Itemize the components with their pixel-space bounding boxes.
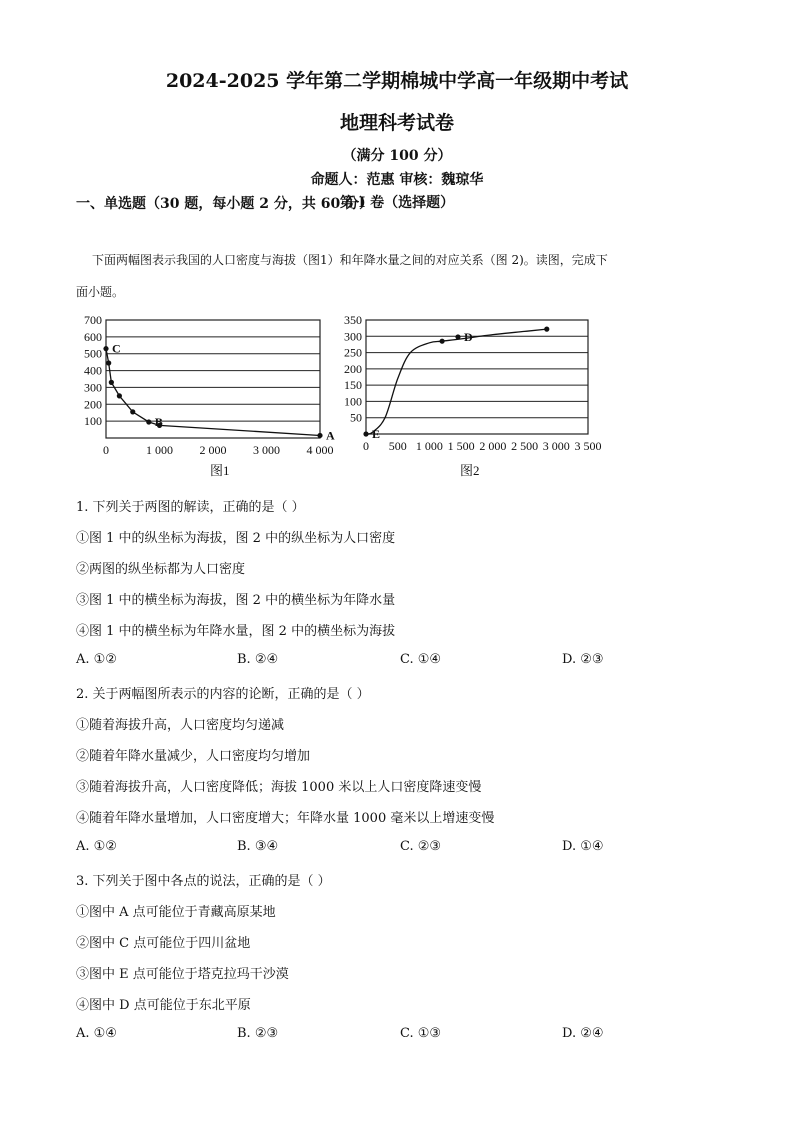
x-tick-label: 2 500 [511, 439, 539, 453]
point-label: B [154, 414, 163, 429]
figure-2-caption: 图2 [460, 463, 480, 478]
y-tick-label: 500 [84, 346, 102, 361]
question-2-stem: 2. 关于两幅图所表示的内容的论断，正确的是（ ） [76, 687, 370, 702]
x-tick-label: 2 000 [199, 443, 227, 457]
question-3-item: ①图中 A 点可能位于青藏高原某地 [76, 905, 276, 920]
data-point [455, 334, 460, 339]
figure-2 [330, 312, 630, 462]
y-tick-label: 250 [344, 345, 362, 360]
figure-1 [72, 312, 335, 462]
x-tick-label: 3 500 [574, 439, 602, 453]
x-tick-label: 0 [103, 443, 109, 457]
data-point [363, 431, 368, 436]
y-tick-label: 350 [344, 313, 362, 327]
x-tick-label: 3 000 [542, 439, 570, 453]
x-tick-label: 1 000 [146, 443, 173, 457]
question-2-option-d[interactable]: D. ①④ [562, 839, 604, 854]
data-point [109, 380, 114, 385]
exam-subtitle: 地理科考试卷 [339, 112, 454, 134]
question-2-item: ①随着海拔升高，人口密度均匀递减 [76, 718, 285, 733]
question-2-option-a[interactable]: A. ①② [76, 839, 117, 854]
data-point [130, 409, 135, 414]
question-1-item: ③图 1 中的横坐标为海拔，图 2 中的横坐标为年降水量 [76, 593, 396, 608]
data-point [544, 327, 549, 332]
series-line [366, 329, 547, 434]
y-tick-label: 100 [344, 394, 362, 409]
question-1-option-b[interactable]: B. ②④ [237, 652, 279, 667]
y-tick-label: 300 [344, 329, 362, 344]
x-tick-label: 4 000 [306, 443, 334, 457]
question-1-option-d[interactable]: D. ②③ [562, 652, 604, 667]
question-3-option-d[interactable]: D. ②④ [562, 1026, 604, 1041]
plot-frame [106, 320, 320, 438]
data-point [146, 419, 151, 424]
question-3-option-a[interactable]: A. ①④ [76, 1026, 117, 1041]
question-2-item: ②随着年降水量减少，人口密度均匀增加 [76, 749, 311, 764]
data-point [117, 393, 122, 398]
question-3-item: ②图中 C 点可能位于四川盆地 [76, 936, 251, 951]
question-1-option-a[interactable]: A. ①② [76, 652, 117, 667]
x-tick-label: 500 [388, 439, 407, 453]
intro-line-1: 下面两幅图表示我国的人口密度与海拔（图1）和年降水量之间的对应关系（图 2)。读图，完成下 [92, 253, 608, 267]
question-3-item: ③图中 E 点可能位于塔克拉玛干沙漠 [76, 967, 289, 982]
point-label: E [372, 427, 381, 441]
question-3-stem: 3. 下列关于图中各点的说法，正确的是（ ） [76, 874, 331, 889]
data-point [106, 360, 111, 365]
x-tick-label: 1 000 [415, 439, 443, 453]
question-1-stem: 1. 下列关于两图的解读，正确的是（ ） [76, 500, 305, 515]
question-intro [76, 244, 712, 308]
x-tick-label: 3 000 [253, 443, 280, 457]
series-line [106, 349, 320, 436]
intro-line-2: 面小题。 [76, 285, 125, 299]
point-label: C [112, 341, 121, 356]
y-tick-label: 300 [84, 380, 102, 395]
y-tick-label: 600 [84, 329, 102, 344]
full-score: （满分 100 分） [342, 148, 452, 164]
question-2-item: ③随着海拔升高，人口密度降低；海拔 1000 米以上人口密度降速变慢 [76, 780, 482, 795]
chart-2-svg [330, 312, 630, 462]
chart-1-svg [72, 312, 335, 462]
question-1-item: ①图 1 中的纵坐标为海拔，图 2 中的纵坐标为人口密度 [76, 531, 396, 546]
question-1-item: ④图 1 中的横坐标为年降水量，图 2 中的横坐标为海拔 [76, 624, 396, 639]
data-point [103, 346, 108, 351]
point-label: A [326, 428, 335, 443]
x-tick-label: 1 500 [447, 439, 475, 453]
y-tick-label: 150 [344, 378, 362, 393]
section-heading: 一、单选题（30 题，每小题 2 分，共 60 分） [76, 196, 374, 212]
y-tick-label: 200 [84, 397, 102, 412]
question-2-item: ④随着年降水量增加，人口密度增大；年降水量 1000 毫米以上增速变慢 [76, 811, 495, 826]
figure-1-caption: 图1 [210, 463, 230, 478]
point-label: D [463, 329, 473, 344]
data-point [440, 339, 445, 344]
x-tick-label: 0 [363, 439, 369, 453]
x-tick-label: 2 000 [479, 439, 507, 453]
y-tick-label: 700 [84, 313, 102, 327]
question-1-item: ②两图的纵坐标都为人口密度 [76, 562, 246, 577]
y-tick-label: 50 [350, 410, 362, 425]
y-tick-label: 100 [84, 414, 102, 429]
data-point [317, 433, 322, 438]
authors-line: 命题人：范惠 审核：魏琼华 [310, 172, 484, 188]
question-2-option-b[interactable]: B. ③④ [237, 839, 279, 854]
question-2-option-c[interactable]: C. ②③ [400, 839, 442, 854]
question-3-option-c[interactable]: C. ①③ [400, 1026, 442, 1041]
question-3-item: ④图中 D 点可能位于东北平原 [76, 998, 251, 1013]
exam-title: 2024-2025 学年第二学期棉城中学高一年级期中考试 [165, 70, 629, 92]
question-3-option-b[interactable]: B. ②③ [237, 1026, 279, 1041]
volume-heading: 第 I 卷（选择题） [339, 195, 455, 211]
y-tick-label: 200 [344, 361, 362, 376]
question-1-option-c[interactable]: C. ①④ [400, 652, 442, 667]
y-tick-label: 400 [84, 363, 102, 378]
